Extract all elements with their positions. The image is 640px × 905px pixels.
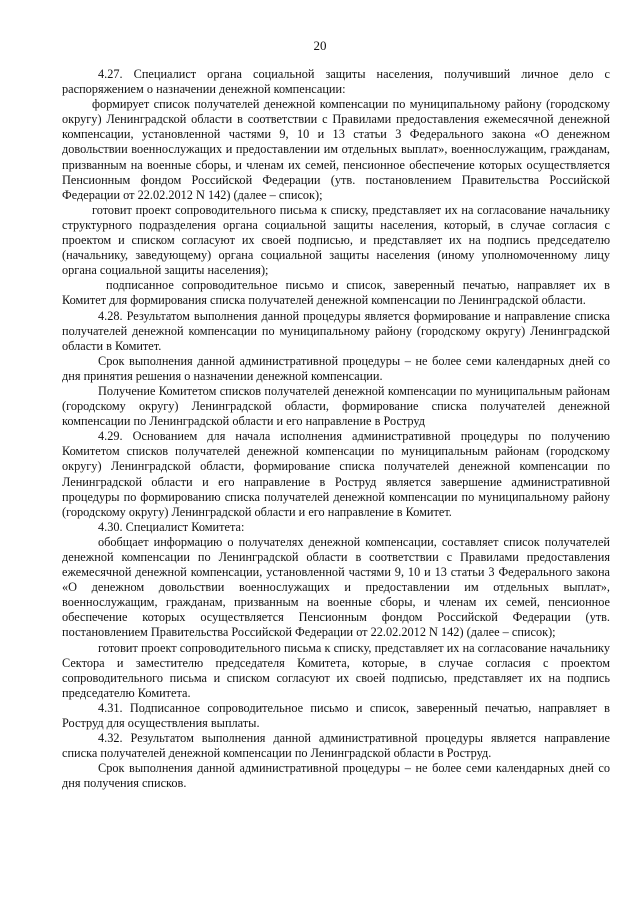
paragraph-4-28: 4.28. Результатом выполнения данной процедуры является формирование и направление списка получателей денежной компенсации по муниципальному району (городскому округу) Ленинградской области в Комитет. bbox=[62, 308, 610, 353]
document-body bbox=[62, 67, 610, 792]
paragraph-4-27: 4.27. Специалист органа социальной защиты населения, получивший личное дело с распоряжением о назначении денежной компенсации: bbox=[62, 67, 610, 97]
section-heading: Получение Комитетом списков получателей денежной компенсации по муниципальным районам (городскому округу) Ленинградской области, формирование списка получателей денежной компенсации по Ленинградской области и его направление в Роструд bbox=[62, 383, 610, 429]
paragraph-prepares-letter-committee: готовит проект сопроводительного письма к списку, представляет их на согласование начальнику Сектора и заместителю председателя Комитета, которые, в случае согласия с проектом сопроводительного письма и списком согласуют их своей подписью, представляет их на подпись председателю Комитета. bbox=[62, 640, 610, 700]
paragraph-sends-to-committee: подписанное сопроводительное письмо и список, заверенный печатью, направляет их в Комитет для формирования списка получателей денежной компенсации по Ленинградской области. bbox=[62, 278, 610, 308]
paragraph-forms-list: формирует список получателей денежной компенсации по муниципальному району (городскому округу) Ленинградской области в соответствии с Правилами предоставления ежемесячной денежной компенсации, установленной частями 9, 10 и 13 статьи 3 Федерального закона «О денежном довольствии военнослужащих и предоставлении им отдельных выплат», военнослужащим, гражданам, призванным на военные сборы, и членам их семей, пенсионное обеспечение которых осуществляется Пенсионным фондом Российской Федерации (утв. постановлением Правительства Российской Федерации от 22.02.2012 N 142) (далее – список); bbox=[62, 97, 610, 202]
paragraph-deadline-1: Срок выполнения данной административной процедуры – не более семи календарных дней со дня принятия решения о назначении денежной компенсации. bbox=[62, 353, 610, 383]
paragraph-summarizes-info: обобщает информацию о получателях денежной компенсации, составляет список получателей денежной компенсации по Ленинградской области в соответствии с Правилами предоставления ежемесячной денежной компенсации, установленной частями 9, 10 и 13 статьи 3 Федерального закона «О денежном довольствии военнослужащих и предоставлении им отдельных выплат», военнослужащим, гражданам, призванным на военные сборы, и членам их семей, пенсионное обеспечение которых осуществляется Пенсионным фондом Российской Федерации (утв. постановлением Правительства Российской Федерации от 22.02.2012 N 142) (далее – список); bbox=[62, 534, 610, 640]
paragraph-4-31: 4.31. Подписанное сопроводительное письмо и список, заверенный печатью, направляет в Роструд для осуществления выплаты. bbox=[62, 700, 610, 731]
paragraph-deadline-2: Срок выполнения данной административной процедуры – не более семи календарных дней со дня получения списков. bbox=[62, 761, 610, 791]
paragraph-prepares-letter: готовит проект сопроводительного письма к списку, представляет их на согласование начальнику структурного подразделения органа социальной защиты населения, который, в случае согласия с проектом и списком согласуют их своей подписью, и представляет их на подпись председателю (начальнику, заведующему) органа социальной защиты населения (иному уполномоченному лицу органа социальной защиты населения); bbox=[62, 202, 610, 278]
page-number: 20 bbox=[313, 38, 327, 53]
paragraph-4-30: 4.30. Специалист Комитета: bbox=[98, 519, 245, 534]
paragraph-4-29: 4.29. Основанием для начала исполнения административной процедуры по получению Комитетом списков получателей денежной компенсации по муниципальным районам (городскому округу) Ленинградской области, формирование списка получателей денежной компенсации по Ленинградской области и его направление в Роструд является завершение административной процедуры по формированию списка получателей денежной компенсации по муниципальному району (городскому округу) Ленинградской области и его направление в Комитет. bbox=[62, 429, 610, 519]
paragraph-4-32: 4.32. Результатом выполнения данной административной процедуры является направление списка получателей денежной компенсации по Ленинградской области в Роструд. bbox=[62, 731, 610, 761]
